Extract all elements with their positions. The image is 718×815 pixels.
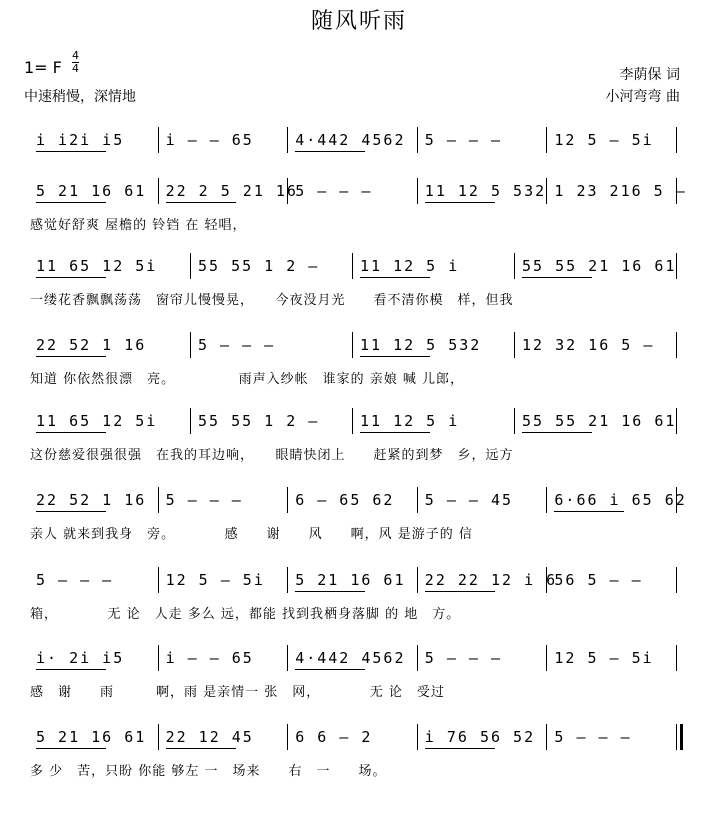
measure: 55 55 21 16 61 <box>522 257 677 275</box>
barline <box>546 724 547 750</box>
measure: 11 12 5 i <box>360 257 460 275</box>
barline <box>287 127 288 153</box>
measure: 22 12 45 <box>165 728 254 746</box>
measure: 56 5 — — <box>554 571 643 589</box>
measure: 55 55 1 2 — <box>198 257 320 275</box>
barline <box>676 487 677 513</box>
tempo-marking: 中速稍慢，深情地 <box>24 89 136 105</box>
barline <box>676 408 677 434</box>
beam-line <box>522 432 592 433</box>
barline <box>352 332 353 358</box>
measure: 22 2 5 21 16 <box>165 182 298 200</box>
barline <box>417 178 418 204</box>
song-title: 随风听雨 <box>310 9 407 34</box>
barline <box>352 253 353 279</box>
measure: 5 — — — <box>36 571 114 589</box>
barline <box>158 127 159 153</box>
barline <box>676 178 677 204</box>
measure: 5 — — — <box>198 336 276 354</box>
barline <box>417 645 418 671</box>
measure: 55 55 1 2 — <box>198 412 320 430</box>
lyric-line: 知道 你依然很漂 亮。 雨声入纱帐 谁家的 亲娘 喊 儿郎， <box>30 372 465 387</box>
measure: 5 21 16 61 <box>36 182 147 200</box>
barline <box>287 724 288 750</box>
time-signature-top: 4 <box>72 49 79 62</box>
barline <box>158 178 159 204</box>
beam-line <box>522 277 592 278</box>
beam-line <box>425 748 495 749</box>
beam-line <box>360 356 430 357</box>
barline <box>546 645 547 671</box>
lyric-line: 亲人 就来到我身 旁。 感 谢 风 啊，风 是游子的 信 <box>30 527 473 542</box>
barline <box>287 645 288 671</box>
measure: 6 6 — 2 <box>295 728 373 746</box>
measure: 5 21 16 61 <box>295 571 406 589</box>
beam-line <box>36 151 106 152</box>
staff-row <box>0 645 718 735</box>
measure: 12 5 — 5i <box>165 571 265 589</box>
composer-credit: 小河弯弯 曲 <box>605 89 680 105</box>
barline <box>676 724 683 750</box>
measure: i· 2i i5 <box>36 649 125 667</box>
key-signature: 1= F <box>24 58 62 77</box>
measure: 4·442 4562 <box>295 131 406 149</box>
barline <box>676 645 677 671</box>
beam-line <box>36 511 106 512</box>
barline <box>287 567 288 593</box>
measure: i i2i i5 <box>36 131 125 149</box>
measure: 22 22 12 i 6 <box>424 571 558 589</box>
measure: 5 — — — <box>554 728 632 746</box>
measure: 5 21 16 61 <box>36 728 147 746</box>
beam-line <box>295 669 365 670</box>
barline <box>158 645 159 671</box>
beam-line <box>425 591 495 592</box>
staff-row <box>0 567 718 657</box>
beam-line <box>295 151 365 152</box>
barline <box>158 567 159 593</box>
lyric-line: 箱， 无 论 人走 多么 远，都能 找到我栖身落脚 的 地 方。 <box>30 607 461 622</box>
barline <box>514 253 515 279</box>
measure: 11 12 5 532 <box>360 336 482 354</box>
barline <box>190 253 191 279</box>
time-signature-bottom: 4 <box>72 62 79 75</box>
barline <box>514 408 515 434</box>
measure: 12 5 — 5i <box>554 131 654 149</box>
measure: 5 — — — <box>295 182 373 200</box>
beam-line <box>36 277 106 278</box>
barline <box>676 127 677 153</box>
measure: 11 65 12 5i <box>36 257 158 275</box>
barline <box>352 408 353 434</box>
measure: 22 52 1 16 <box>36 491 147 509</box>
measure: 12 5 — 5i <box>554 649 654 667</box>
beam-line <box>36 432 106 433</box>
measure: i — — 65 <box>165 131 254 149</box>
barline <box>676 332 677 358</box>
measure: 1 23 216 5 — <box>554 182 687 200</box>
lyric-line: 多 少 苦，只盼 你能 够左 一 场来 右 一 场。 <box>30 764 387 779</box>
beam-line <box>166 748 236 749</box>
barline <box>546 567 547 593</box>
measure: 11 12 5 i <box>360 412 460 430</box>
staff-row <box>0 724 718 814</box>
barline <box>287 487 288 513</box>
measure: 6 — 65 62 <box>295 491 395 509</box>
measure: 11 12 5 532 <box>424 182 547 200</box>
lyric-line: 感觉好舒爽 屋檐的 铃铛 在 轻唱， <box>30 218 247 233</box>
staff-row <box>0 408 718 498</box>
beam-line <box>36 669 106 670</box>
barline <box>417 127 418 153</box>
barline <box>417 487 418 513</box>
barline <box>417 724 418 750</box>
barline <box>417 567 418 593</box>
measure: 12 32 16 5 — <box>522 336 655 354</box>
lyric-line: 感 谢 雨 啊，雨 是亲情一 张 网， 无 论 受过 <box>30 685 445 700</box>
barline <box>514 332 515 358</box>
beam-line <box>36 748 106 749</box>
staff-row <box>0 487 718 577</box>
measure: 22 52 1 16 <box>36 336 147 354</box>
beam-line <box>295 591 365 592</box>
measure: 5 — — — <box>165 491 243 509</box>
measure: 5 — — — <box>424 131 503 149</box>
time-signature <box>72 50 79 75</box>
beam-line <box>425 202 495 203</box>
beam-line <box>360 432 430 433</box>
beam-line <box>36 202 106 203</box>
lyric-line: 一缕花香飘飘荡荡 窗帘儿慢慢晃， 今夜没月光 看不清你模 样，但我 <box>30 293 514 308</box>
staff-row <box>0 253 718 343</box>
barline <box>546 178 547 204</box>
barline <box>287 178 288 204</box>
lyric-line: 这份慈爱很强很强 在我的耳边响， 眼睛快闭上 赶紧的到梦 乡，远方 <box>30 448 514 463</box>
measure: i — — 65 <box>165 649 254 667</box>
measure: 6·66 i 65 62 <box>554 491 687 509</box>
barline <box>190 332 191 358</box>
measure: 5 — — — <box>424 649 503 667</box>
lyricist-credit: 李荫保 词 <box>619 67 680 83</box>
measure: i 76 56 52 <box>424 728 536 746</box>
measure: 4·442 4562 <box>295 649 406 667</box>
beam-line <box>360 277 430 278</box>
barline <box>190 408 191 434</box>
barline <box>676 253 677 279</box>
measure: 5 — — 45 <box>424 491 514 509</box>
beam-line <box>554 511 624 512</box>
barline <box>676 567 677 593</box>
measure: 11 65 12 5i <box>36 412 158 430</box>
measure: 55 55 21 16 61 <box>522 412 677 430</box>
beam-line <box>36 356 106 357</box>
barline <box>546 487 547 513</box>
barline <box>546 127 547 153</box>
barline <box>158 724 159 750</box>
beam-line <box>166 202 236 203</box>
barline <box>158 487 159 513</box>
